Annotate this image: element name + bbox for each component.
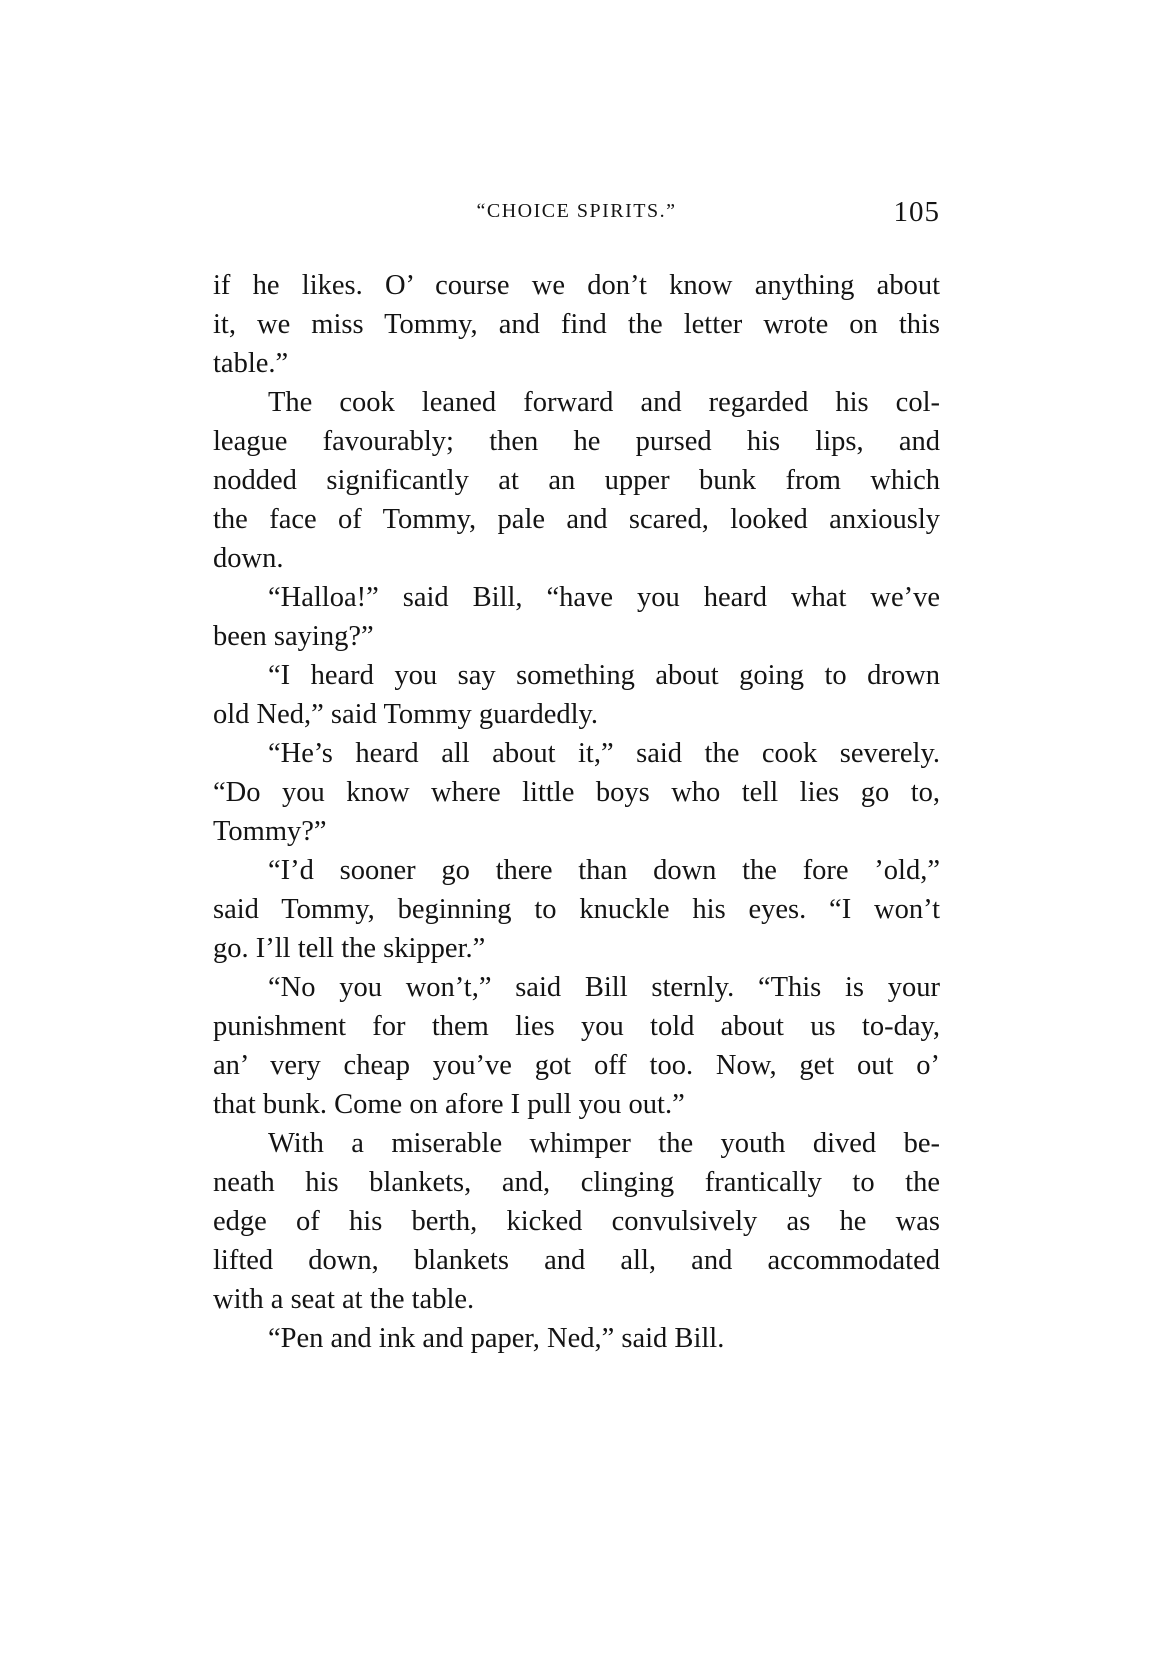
text-line: an’ very cheap you’ve got off too. Now, get out o’ bbox=[213, 1050, 940, 1081]
text-line: “Halloa!” said Bill, “have you heard what we’ve bbox=[268, 582, 940, 613]
text-line: been saying?” bbox=[213, 621, 374, 652]
text-line: that bunk. Come on afore I pull you out.” bbox=[213, 1089, 685, 1120]
text-line: “He’s heard all about it,” said the cook severely. bbox=[268, 738, 940, 769]
text-line: league favourably; then he pursed his lips, and bbox=[213, 426, 940, 457]
text-line: the face of Tommy, pale and scared, looked anxiously bbox=[213, 504, 940, 535]
paragraph bbox=[213, 383, 940, 578]
text-line: table.” bbox=[213, 348, 289, 379]
running-head bbox=[213, 196, 940, 232]
page-number: 105 bbox=[893, 196, 940, 228]
body-text bbox=[213, 266, 940, 1358]
paragraph bbox=[213, 968, 940, 1124]
text-line: if he likes. O’ course we don’t know anything about bbox=[213, 270, 940, 301]
paragraph bbox=[213, 656, 940, 734]
text-line: The cook leaned forward and regarded his col- bbox=[268, 387, 940, 418]
text-line: lifted down, blankets and all, and accommodated bbox=[213, 1245, 940, 1276]
text-line: with a seat at the table. bbox=[213, 1284, 475, 1315]
paragraph bbox=[213, 734, 940, 851]
text-line: neath his blankets, and, clinging frantically to the bbox=[213, 1167, 940, 1198]
text-line: Tommy?” bbox=[213, 816, 327, 847]
text-line: “Pen and ink and paper, Ned,” said Bill. bbox=[268, 1323, 725, 1354]
text-line: “Do you know where little boys who tell lies go to, bbox=[213, 777, 940, 808]
paragraph bbox=[213, 851, 940, 968]
text-line: it, we miss Tommy, and find the letter wrote on this bbox=[213, 309, 940, 340]
paragraph bbox=[213, 578, 940, 656]
text-line: nodded significantly at an upper bunk from which bbox=[213, 465, 940, 496]
text-line: “I’d sooner go there than down the fore ’old,” bbox=[268, 855, 940, 886]
text-line: “No you won’t,” said Bill sternly. “This is your bbox=[268, 972, 940, 1003]
paragraph bbox=[213, 266, 940, 383]
text-line: edge of his berth, kicked convulsively as he was bbox=[213, 1206, 940, 1237]
text-line: “I heard you say something about going to drown bbox=[268, 660, 940, 691]
text-line: said Tommy, beginning to knuckle his eyes. “I won’t bbox=[213, 894, 940, 925]
text-line: punishment for them lies you told about us to-day, bbox=[213, 1011, 940, 1042]
text-line: With a miserable whimper the youth dived be- bbox=[268, 1128, 940, 1159]
text-line: go. I’ll tell the skipper.” bbox=[213, 933, 486, 964]
paragraph bbox=[213, 1124, 940, 1319]
paragraph bbox=[213, 1319, 940, 1358]
text-line: down. bbox=[213, 543, 284, 574]
running-title: “CHOICE SPIRITS.” bbox=[476, 200, 677, 222]
text-line: old Ned,” said Tommy guardedly. bbox=[213, 699, 599, 730]
